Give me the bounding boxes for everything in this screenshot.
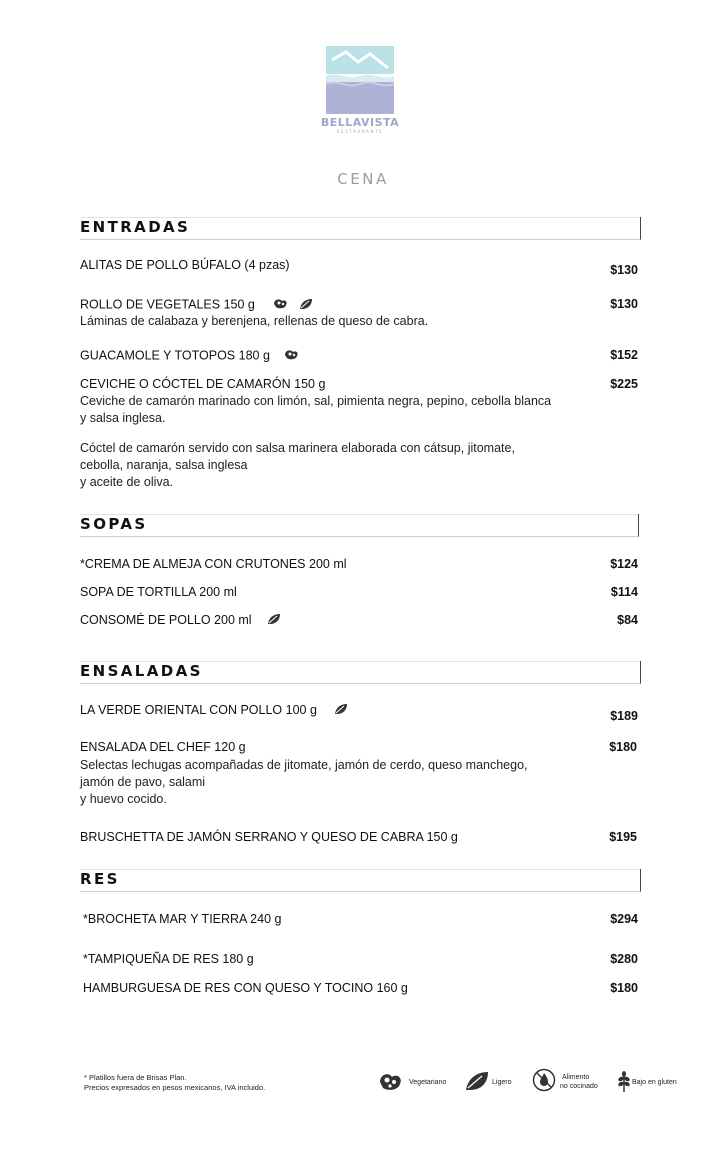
logo-name: BELLAVISTA: [320, 116, 400, 129]
menu-item-name: BRUSCHETTA DE JAMÓN SERRANO Y QUESO DE CABRA 150 g: [80, 830, 458, 844]
description-line: y huevo cocido.: [80, 792, 167, 806]
menu-item: [80, 613, 281, 628]
menu-item-price: $225: [610, 377, 638, 391]
menu-item-price: $280: [610, 952, 638, 966]
menu-item-name: *CREMA DE ALMEJA CON CRUTONES 200 ml: [80, 557, 347, 571]
footer-note: * Platillos fuera de Brisas Plan.: [84, 1073, 187, 1082]
vegetarian-icon: [377, 1070, 405, 1094]
description-line: cebolla, naranja, salsa inglesa: [80, 458, 248, 472]
menu-item-name: ALITAS DE POLLO BÚFALO (4 pzas): [80, 258, 290, 272]
section-title: ENSALADAS: [80, 662, 203, 680]
menu-item-price: $84: [617, 613, 638, 627]
section-title: RES: [80, 870, 120, 888]
section-header-ensaladas: [80, 661, 641, 684]
legend-label: Vegetariano: [409, 1079, 447, 1086]
menu-item: [80, 348, 300, 364]
menu-item-name: CONSOMÉ DE POLLO 200 ml: [80, 613, 252, 627]
description-line: Cóctel de camarón servido con salsa marinera elaborada con cátsup, jitomate,: [80, 441, 515, 455]
leaf-icon: [299, 298, 313, 313]
menu-item-description: Láminas de calabaza y berenjena, rellenas de queso de cabra.: [80, 314, 429, 328]
section-title: ENTRADAS: [80, 218, 191, 236]
description-line: y aceite de oliva.: [80, 475, 174, 489]
legend-label-line: Alimento: [562, 1074, 590, 1081]
menu-item-price: $189: [610, 709, 638, 723]
menu-item-price: $130: [610, 297, 638, 311]
legend-label: Bajo en gluten: [632, 1079, 677, 1086]
footer-notes: [84, 1073, 265, 1093]
legend-label: Ligero: [492, 1079, 512, 1086]
description-line: Selectas lechugas acompañadas de jitomate, jamón de cerdo, queso manchego,: [80, 758, 528, 772]
wheat-icon: [617, 1071, 631, 1093]
vegetarian-icon: [283, 348, 300, 364]
logo-subtitle: RESTAURANTE: [336, 129, 384, 134]
menu-item: [80, 297, 313, 313]
menu-item-name: LA VERDE ORIENTAL CON POLLO 100 g: [80, 703, 317, 717]
menu-item-name: *BROCHETA MAR Y TIERRA 240 g: [83, 912, 282, 926]
description-line: jamón de pavo, salami: [80, 775, 206, 789]
leaf-icon: [267, 613, 281, 628]
section-header-sopas: [80, 514, 639, 537]
description-line: Ceviche de camarón marinado con limón, sal, pimienta negra, pepino, cebolla blanca: [80, 394, 552, 408]
menu-item-price: $294: [610, 912, 638, 926]
legend-label-line: no cocinado: [560, 1083, 598, 1090]
menu-item-price: $195: [609, 830, 637, 844]
menu-item-name: *TAMPIQUEÑA DE RES 180 g: [83, 952, 254, 966]
menu-item-name: ENSALADA DEL CHEF 120 g: [80, 740, 246, 754]
menu-item-name: GUACAMOLE Y TOTOPOS 180 g: [80, 348, 270, 363]
menu-item-price: $114: [610, 585, 638, 599]
menu-item-description: [80, 440, 595, 491]
menu-item-description: [80, 757, 595, 808]
footer-note: Precios expresados en pesos mexicanos, IVA incluido.: [84, 1083, 266, 1092]
description-line: y salsa inglesa.: [80, 411, 166, 425]
menu-item-name: HAMBURGUESA DE RES CON QUESO Y TOCINO 160 g: [83, 981, 408, 995]
menu-item-description: [80, 393, 595, 427]
leaf-icon: [465, 1071, 489, 1091]
section-header-entradas: [80, 217, 641, 240]
menu-item-name: CEVICHE O CÓCTEL DE CAMARÓN 150 g: [80, 377, 326, 391]
menu-item-price: $152: [610, 348, 638, 362]
no-cook-icon: [532, 1068, 556, 1092]
vegetarian-icon: [272, 297, 289, 313]
menu-item-name: ROLLO DE VEGETALES 150 g: [80, 297, 255, 312]
menu-item-name: SOPA DE TORTILLA 200 ml: [80, 585, 237, 599]
leaf-icon: [334, 703, 348, 718]
menu-item-price: $130: [610, 263, 638, 277]
menu-item-price: $180: [610, 981, 638, 995]
menu-item: [80, 703, 348, 718]
menu-item-price: $180: [609, 740, 637, 754]
menu-title: CENA: [337, 170, 389, 188]
menu-item-price: $124: [610, 557, 638, 571]
section-header-res: [80, 869, 641, 892]
legend-label: [560, 1073, 598, 1091]
section-title: SOPAS: [80, 515, 148, 533]
